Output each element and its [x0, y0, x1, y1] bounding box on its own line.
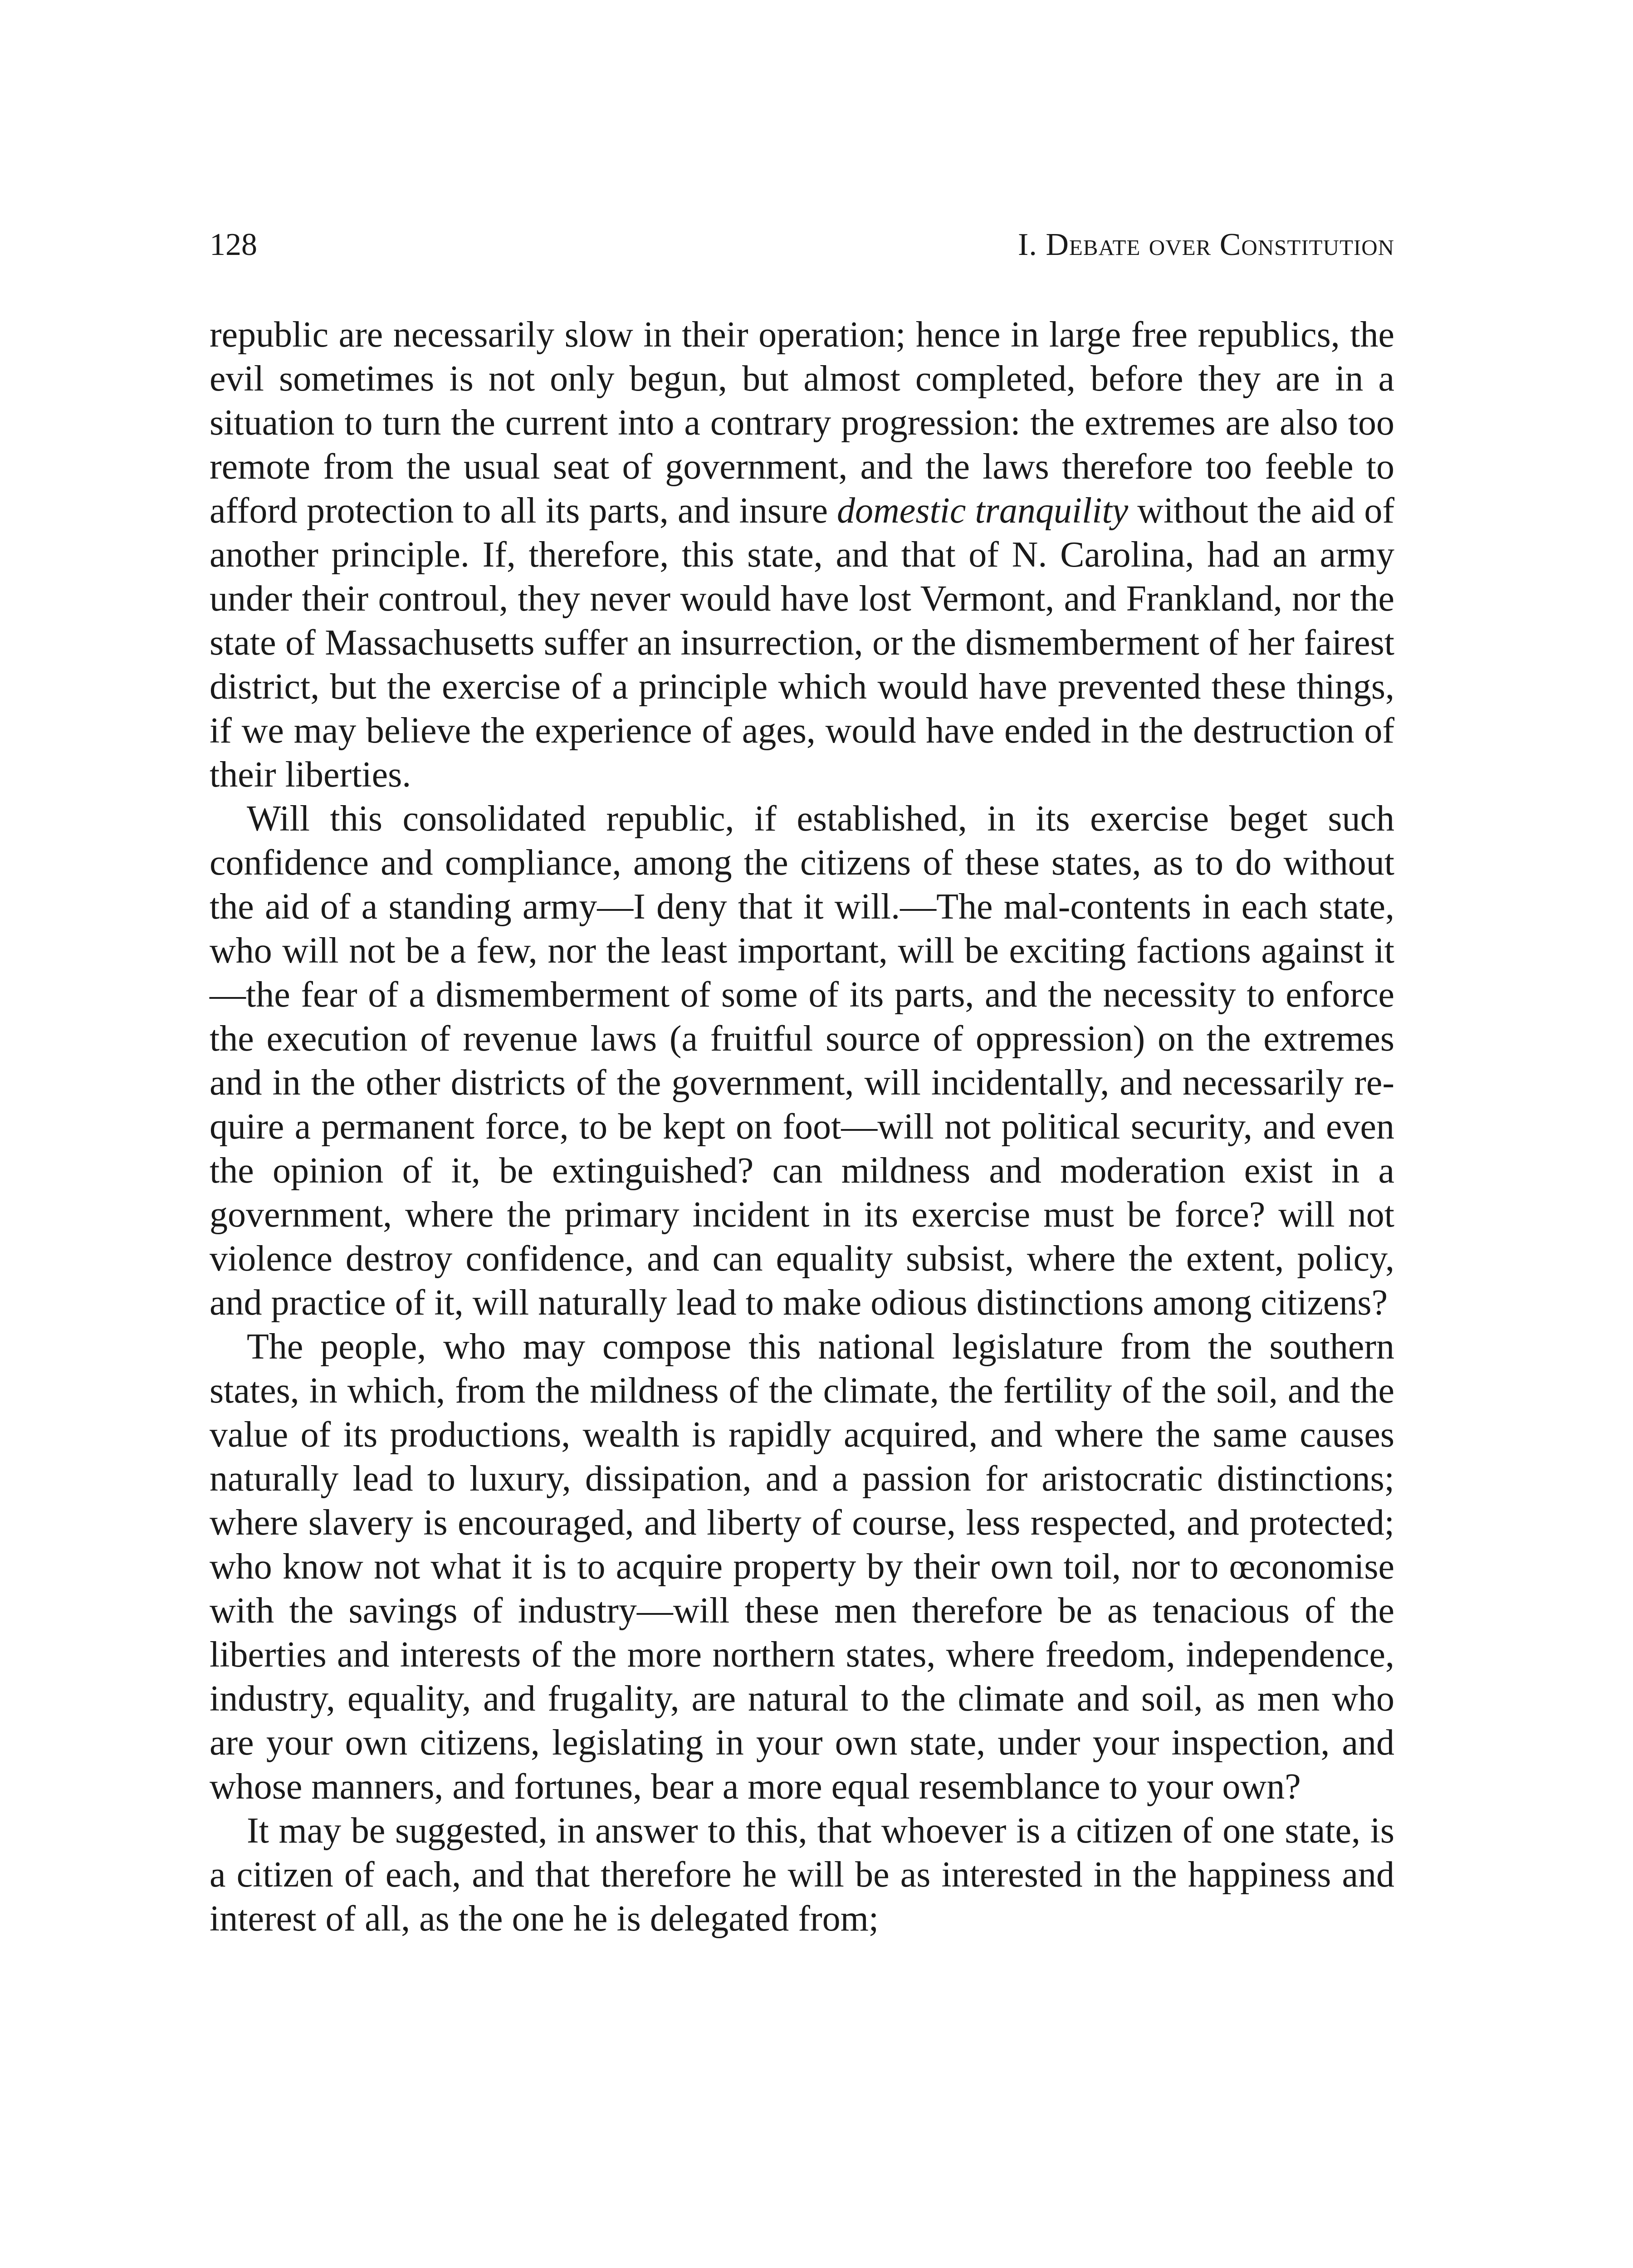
paragraph-4: It may be suggested, in answer to this, that whoever is a citizen of one state, is a citizen of each, and that therefore he will be as interested in the happiness and interest of all, as the one he is delegated from;	[210, 1811, 1394, 1939]
page-number: 128	[210, 227, 257, 262]
paragraph-3: The people, who may compose this national legislature from the southern states, in which, from the mildness of the climate, the fertility of the soil, and the value of its productions, wealth is rapidly acquired, and where the same causes naturally lead to luxury, dissipation, and a passion for aristocratic distinctions; where slavery is encouraged, and liberty of course, less respected, and protected; who know not what it is to acquire property by their own toil, nor to œconomise with the savings of industry—will these men therefore be as tenacious of the liberties and interests of the more northern states, where freedom, independence, industry, equality, and frugality, are natural to the climate and soil, as men who are your own citizens, legislating in your own state, under your inspection, and whose manners, and fortunes, bear a more equal resemblance to your own?	[210, 1327, 1394, 1807]
paragraph-1-text-after: without the aid of another principle. If, therefore, this state, and that of N. Carolina, had an army under their controul, they never would have lost Vermont, and Frankland, nor the state of Massachusetts suffer an insurrection, or the dismemberment of her fairest district, but the exercise of a principle which would have prevented these things, if we may believe the experience of ages, would have ended in the destruction of their liberties.	[210, 491, 1394, 795]
running-head	[210, 222, 1394, 268]
paragraph-1-text-before: republic are necessarily slow in their operation; hence in large free republics, the evil sometimes is not only begun, but almost completed, before they are in a situation to turn the current into a contrary progression: the extremes are also too remote from the usual seat of government, and the laws therefore too feeble to afford protection to all its parts, and insure	[210, 315, 1394, 531]
paragraph-2: Will this consolidated republic, if established, in its exercise beget such confidence and compliance, among the citizens of these states, as to do without the aid of a standing army—I deny that it will.—The mal-contents in each state, who will not be a few, nor the least important, will be exciting factions against it—the fear of a dismemberment of some of its parts, and the necessity to enforce the execution of revenue laws (a fruitful source of oppression) on the extremes and in the other districts of the government, will incidentally, and necessarily require a permanent force, to be kept on foot—will not political security, and even the opinion of it, be extinguished? can mildness and moderation exist in a government, where the primary incident in its exercise must be force? will not violence destroy confidence, and can equality subsist, where the extent, policy, and practice of it, will naturally lead to make odious distinctions among citizens?	[210, 799, 1394, 1323]
book-page	[210, 222, 1394, 1941]
running-title: I. Debate over Constitution	[1018, 227, 1394, 262]
paragraph-1	[210, 313, 1394, 797]
paragraph-1-emphasis: domestic tranquility	[837, 491, 1129, 531]
body-text	[210, 313, 1394, 1941]
